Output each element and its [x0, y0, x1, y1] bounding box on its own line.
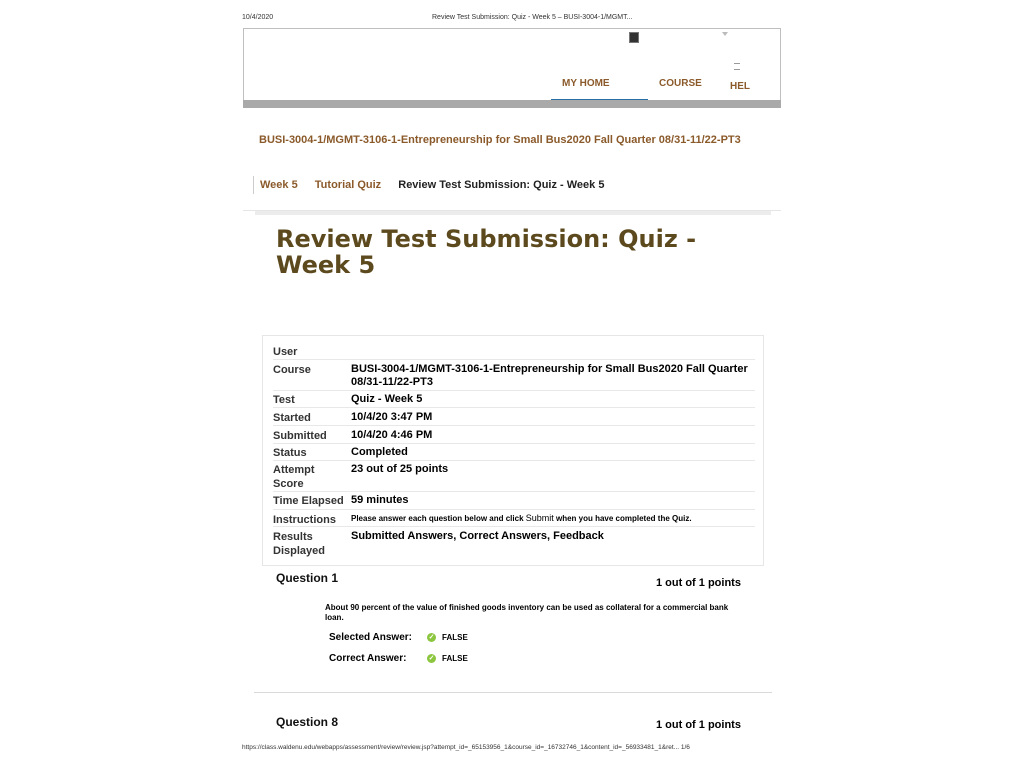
chevron-down-icon[interactable] [722, 32, 728, 36]
details-label: Instructions [273, 514, 336, 526]
nav-help[interactable]: HEL [730, 81, 750, 92]
details-row-results [273, 527, 755, 560]
submission-details-table [262, 335, 764, 566]
selected-answer-value: FALSE [442, 632, 468, 642]
selected-answer-label: Selected Answer: [329, 632, 412, 643]
details-label: Course [273, 364, 311, 376]
details-label: Started [273, 412, 311, 424]
details-row-test [273, 391, 755, 408]
details-value: Quiz - Week 5 [351, 393, 423, 405]
instructions-text-start: Please answer each question below and click [351, 514, 526, 523]
details-row-time-elapsed [273, 492, 755, 510]
details-row-user [273, 343, 755, 360]
details-value: BUSI-3004-1/MGMT-3106-1-Entrepreneurship for Small Bus2020 Fall Quarter 08/31-11/22-PT3 [351, 363, 748, 388]
details-row-status [273, 444, 755, 461]
instructions-text [351, 512, 751, 525]
details-value: Submitted Answers, Correct Answers, Feedback [351, 530, 604, 542]
question-1-text: About 90 percent of the value of finished goods inventory can be used as collateral for a commercial bank loan. [325, 603, 729, 622]
question-1-points: 1 out of 1 points [656, 577, 741, 589]
instructions-submit-word: Submit [525, 513, 554, 523]
details-label: Status [273, 447, 307, 459]
breadcrumb-current: Review Test Submission: Quiz - Week 5 [398, 179, 605, 191]
details-value: 10/4/20 3:47 PM [351, 411, 433, 423]
correct-check-icon: ✓ [428, 633, 435, 641]
question-8-points: 1 out of 1 points [656, 719, 741, 731]
nav-course[interactable]: COURSE [659, 78, 702, 89]
correct-answer-label: Correct Answer: [329, 653, 407, 664]
question-8-title: Question 8 [276, 715, 339, 729]
details-row-started [273, 408, 755, 426]
selected-answer-row [329, 632, 468, 643]
details-label: Time Elapsed [273, 495, 344, 507]
details-value: Completed [351, 446, 408, 458]
details-value: 10/4/20 4:46 PM [351, 429, 433, 441]
question-divider [254, 692, 772, 693]
menu-icon[interactable] [734, 63, 740, 75]
correct-answer-value: FALSE [442, 653, 468, 663]
print-title: Review Test Submission: Quiz - Week 5 – BUSI-3004-1/MGMT... [432, 14, 633, 21]
user-avatar-icon[interactable] [629, 32, 639, 43]
correct-check-icon: ✓ [428, 654, 435, 662]
details-row-course [273, 360, 755, 391]
question-1-title: Question 1 [276, 571, 339, 585]
details-label: Results Displayed [273, 531, 325, 557]
nav-bar-border [243, 100, 781, 108]
divider-shadow [255, 211, 771, 215]
print-date: 10/4/2020 [242, 14, 274, 21]
correct-answer-row [329, 653, 468, 664]
breadcrumb-week[interactable]: Week 5 [260, 179, 298, 191]
details-value: 59 minutes [351, 494, 409, 506]
breadcrumb [253, 176, 618, 194]
breadcrumb-tutorial-quiz[interactable]: Tutorial Quiz [314, 179, 382, 191]
details-row-instructions [273, 510, 755, 527]
details-label: User [273, 346, 298, 358]
details-row-submitted [273, 426, 755, 444]
details-label: Submitted [273, 430, 327, 442]
details-value: 23 out of 25 points [351, 463, 449, 475]
instructions-text-end: when you have completed the Quiz. [553, 514, 692, 523]
nav-my-home[interactable]: MY HOME [562, 78, 610, 89]
print-url: https://class.waldenu.edu/webapps/assessment/review/review.jsp?attempt_id=_65153956_1&course_id=_16732746_1&content_id=_56933481_1&ret... 1/6 [242, 744, 690, 751]
course-title[interactable]: BUSI-3004-1/MGMT-3106-1-Entrepreneurship for Small Bus2020 Fall Quarter 08/31-11/22-PT3 [259, 134, 741, 146]
page-title: Review Test Submission: Quiz - Week 5 [276, 225, 697, 279]
details-row-attempt-score [273, 461, 755, 492]
top-navigation-bar [243, 28, 781, 103]
details-label: Attempt Score [273, 464, 315, 490]
details-label: Test [273, 394, 295, 406]
